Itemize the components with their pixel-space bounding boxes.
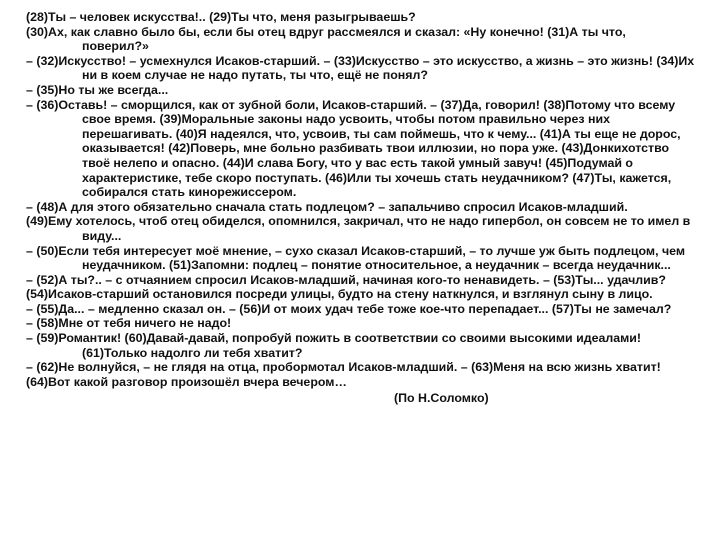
paragraph-10: (54)Исаков-старший остановился посреди улицы, будто на стену наткнулся, и взглянул сыну в лицо. [26,287,653,302]
paragraph-12: – (58)Мне от тебя ничего не надо! [26,316,232,331]
document-text [26,10,696,406]
paragraph-3: – (32)Искусство! – усмехнулся Исаков-старший. – (33)Искусство – это искусство, а жизнь – это жизнь! (34)Их ни в коем случае не надо путать, ты что, ещё не понял? [26,53,695,83]
attribution: (По Н.Соломко) [394,391,489,406]
paragraph-13: – (59)Романтик! (60)Давай-давай, попробуй пожить в соответствии со своими высокими идеалами!(61)Только надолго ли тебя хватит? [26,331,642,360]
paragraph-2: (30)Ах, как славно было бы, если бы отец вдруг рассмеялся и сказал: «Ну конечно! (31)А ты что, поверил?» [26,24,626,54]
paragraph-15: (64)Вот какой разговор произошёл вчера вечером… [26,374,347,389]
paragraph-8: – (50)Если тебя интересует моё мнение, – сухо сказал Исаков-старший, – то лучше уж быть подлецом, чем неудачником. (51)Запомни: подлец – понятие относительное, а неудачник – всегда неудачник... [26,243,686,273]
paragraph-5: – (36)Оставь! – сморщился, как от зубной боли, Исаков-старший. – (37)Да, говорил! (38)Потому что всему свое время. (39)Моральные законы надо усвоить, чтобы потом правильно через них перешагивать. (40)Я надеялся, что, усвоив, ты сам поймешь, что к чему... (41)А ты еще не дорос, оказывается! (42)Поверь, мне больно разбивать твои иллюзии, но пора уже. (43)Донкихотство твоё нелепо и опасно. (44)И слава Богу, что у вас есть такой умный завуч! (45)Подумай о характеристике, тебе скоро поступать. (46)Или ты хочешь стать неудачником? (47)Ты, кажется, собирался стать кинорежиссером. [26,97,681,200]
paragraph-11: – (55)Да... – медленно сказал он. – (56)И от моих удач тебе тоже кое-что перепадает... (57)Ты не замечал? [26,301,672,316]
paragraph-7: (49)Ему хотелось, чтоб отец обиделся, опомнился, закричал, что не надо гипербол, он совсем не то имел в виду... [26,214,691,243]
paragraph-14: – (62)Не волнуйся, – не глядя на отца, пробормотал Исаков-младший. – (63)Меня на всю жизнь хватит! [26,360,661,375]
paragraph-1: (28)Ты – человек искусства!.. (29)Ты что, меня разыгрываешь? [26,10,416,24]
paragraph-9: – (52)А ты?.. – с отчаянием спросил Исаков-младший, начиная кого-то ненавидеть. – (53)Ты... удачлив? [26,272,666,287]
paragraph-4: – (35)Но ты же всегда... [26,82,169,97]
paragraph-6: – (48)А для этого обязательно сначала стать подлецом? – запальчиво спросил Исаков-младший. [26,199,628,214]
